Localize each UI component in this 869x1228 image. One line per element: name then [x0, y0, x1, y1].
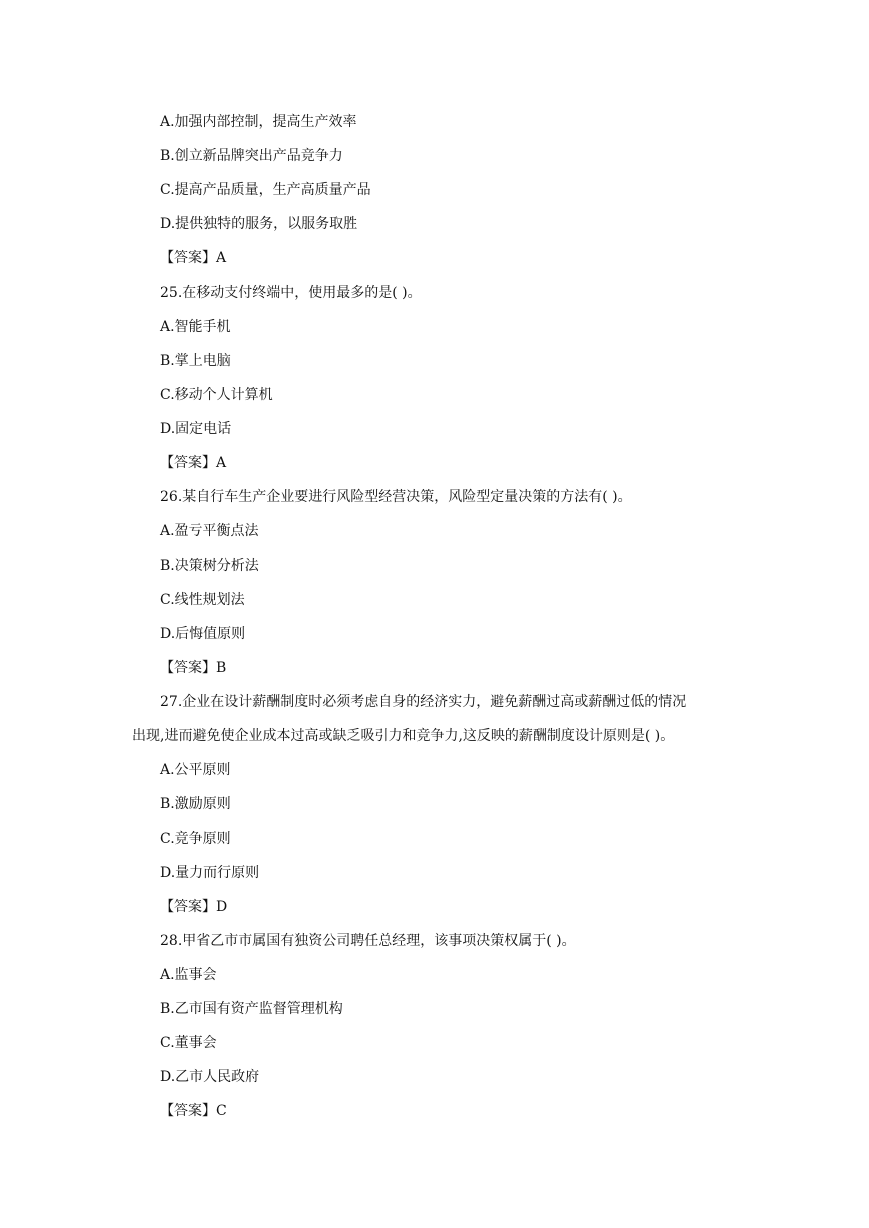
q27-option-c: C.竞争原则 — [160, 831, 231, 847]
q24-option-c: C.提高产品质量，生产高质量产品 — [160, 182, 371, 198]
q28-option-b: B.乙市国有资产监督管理机构 — [160, 1001, 343, 1017]
q24-option-a: A.加强内部控制，提高生产效率 — [160, 114, 357, 130]
q28-question: 28.甲省乙市市属国有独资公司聘任总经理，该事项决策权属于( )。 — [160, 933, 576, 949]
q27-option-a: A.公平原则 — [160, 762, 231, 778]
q27-question-line1: 27.企业在设计薪酬制度时必须考虑自身的经济实力，避免薪酬过高或薪酬过低的情况 — [160, 694, 687, 710]
q25-option-a: A.智能手机 — [160, 319, 231, 335]
q25-answer: 【答案】A — [160, 455, 227, 471]
q28-option-c: C.董事会 — [160, 1035, 217, 1051]
q28-option-a: A.监事会 — [160, 967, 217, 983]
q27-question-line2: 出现,进而避免使企业成本过高或缺乏吸引力和竞争力,这反映的薪酬制度设计原则是( )。 — [132, 728, 675, 744]
q27-option-b: B.激励原则 — [160, 796, 231, 812]
q25-option-c: C.移动个人计算机 — [160, 387, 273, 403]
q26-answer: 【答案】B — [160, 660, 227, 676]
q28-option-d: D.乙市人民政府 — [160, 1069, 260, 1085]
q27-option-d: D.量力而行原则 — [160, 865, 260, 881]
q26-question: 26.某自行车生产企业要进行风险型经营决策，风险型定量决策的方法有( )。 — [160, 489, 632, 505]
q24-option-b: B.创立新品牌突出产品竞争力 — [160, 148, 343, 164]
q27-answer: 【答案】D — [160, 899, 228, 915]
q25-option-b: B.掌上电脑 — [160, 353, 231, 369]
q26-option-d: D.后悔值原则 — [160, 626, 246, 642]
q24-option-d: D.提供独特的服务，以服务取胜 — [160, 216, 358, 232]
q26-option-c: C.线性规划法 — [160, 592, 245, 608]
q24-answer: 【答案】A — [160, 250, 227, 266]
q25-question: 25.在移动支付终端中，使用最多的是( )。 — [160, 285, 422, 301]
q28-answer: 【答案】C — [160, 1103, 227, 1119]
q26-option-b: B.决策树分析法 — [160, 558, 259, 574]
q25-option-d: D.固定电话 — [160, 421, 232, 437]
q26-option-a: A.盈亏平衡点法 — [160, 523, 259, 539]
